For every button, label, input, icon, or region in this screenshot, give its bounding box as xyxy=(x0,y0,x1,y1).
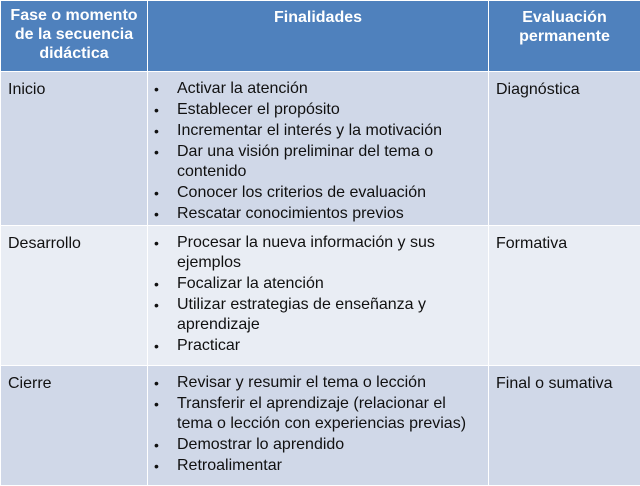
list-item: • Rescatar conocimientos previos xyxy=(154,205,404,222)
bullet-icon: • xyxy=(154,185,159,201)
evaluation-cell xyxy=(489,366,640,486)
goals-list xyxy=(148,226,488,356)
goals-list xyxy=(148,366,488,476)
table-row-cierre xyxy=(1,366,640,486)
bullet-icon: • xyxy=(154,276,159,292)
list-item: • Dar una visión preliminar del tema o contenido xyxy=(154,143,434,180)
phase-cell xyxy=(1,72,148,226)
table-row-desarrollo xyxy=(1,226,640,366)
bullet-icon: • xyxy=(154,102,159,118)
list-item: • Utilizar estrategias de enseñanza y aprendizaje xyxy=(154,296,427,333)
goals-cell xyxy=(148,366,489,486)
bullet-icon: • xyxy=(154,81,159,97)
evaluation-label: Diagnóstica xyxy=(496,81,580,98)
evaluation-label: Final o sumativa xyxy=(496,375,613,392)
list-item: • Procesar la nueva información y sus ejemplos xyxy=(154,234,435,271)
phase-label: Inicio xyxy=(8,81,46,98)
bullet-icon: • xyxy=(154,338,159,354)
list-item: • Focalizar la atención xyxy=(154,275,324,292)
bullet-icon: • xyxy=(154,458,159,474)
list-item: • Demostrar lo aprendido xyxy=(154,436,345,453)
goals-cell xyxy=(148,72,489,226)
list-item: • Revisar y resumir el tema o lección xyxy=(154,374,426,391)
evaluation-cell xyxy=(489,72,640,226)
list-item: • Establecer el propósito xyxy=(154,101,340,118)
goals-list xyxy=(148,72,488,224)
evaluation-cell xyxy=(489,226,640,366)
evaluation-label: Formativa xyxy=(496,235,568,252)
bullet-icon: • xyxy=(154,206,159,222)
list-item: • Conocer los criterios de evaluación xyxy=(154,184,427,201)
bullet-icon: • xyxy=(154,375,159,391)
list-item: • Practicar xyxy=(154,337,241,354)
list-item: • Incrementar el interés y la motivación xyxy=(154,122,442,139)
bullet-icon: • xyxy=(154,235,159,251)
phase-cell xyxy=(1,366,148,486)
header-goals: Finalidades xyxy=(148,1,489,72)
bullet-icon: • xyxy=(154,396,159,412)
bullet-icon: • xyxy=(154,437,159,453)
bullet-icon: • xyxy=(154,123,159,139)
phase-cell xyxy=(1,226,148,366)
header-evaluation: Evaluación permanente xyxy=(489,1,640,72)
header-phase: Fase o momento de la secuencia didáctica xyxy=(1,1,148,72)
phase-label: Cierre xyxy=(8,375,52,392)
table-row-inicio xyxy=(1,72,640,226)
bullet-icon: • xyxy=(154,144,159,160)
bullet-icon: • xyxy=(154,297,159,313)
list-item: • Transferir el aprendizaje (relacionar el tema o lección con experiencias previas) xyxy=(154,395,467,432)
list-item: • Activar la atención xyxy=(154,80,308,97)
header-row xyxy=(1,1,640,72)
goals-cell xyxy=(148,226,489,366)
list-item: • Retroalimentar xyxy=(154,457,282,474)
phase-label: Desarrollo xyxy=(8,235,81,252)
